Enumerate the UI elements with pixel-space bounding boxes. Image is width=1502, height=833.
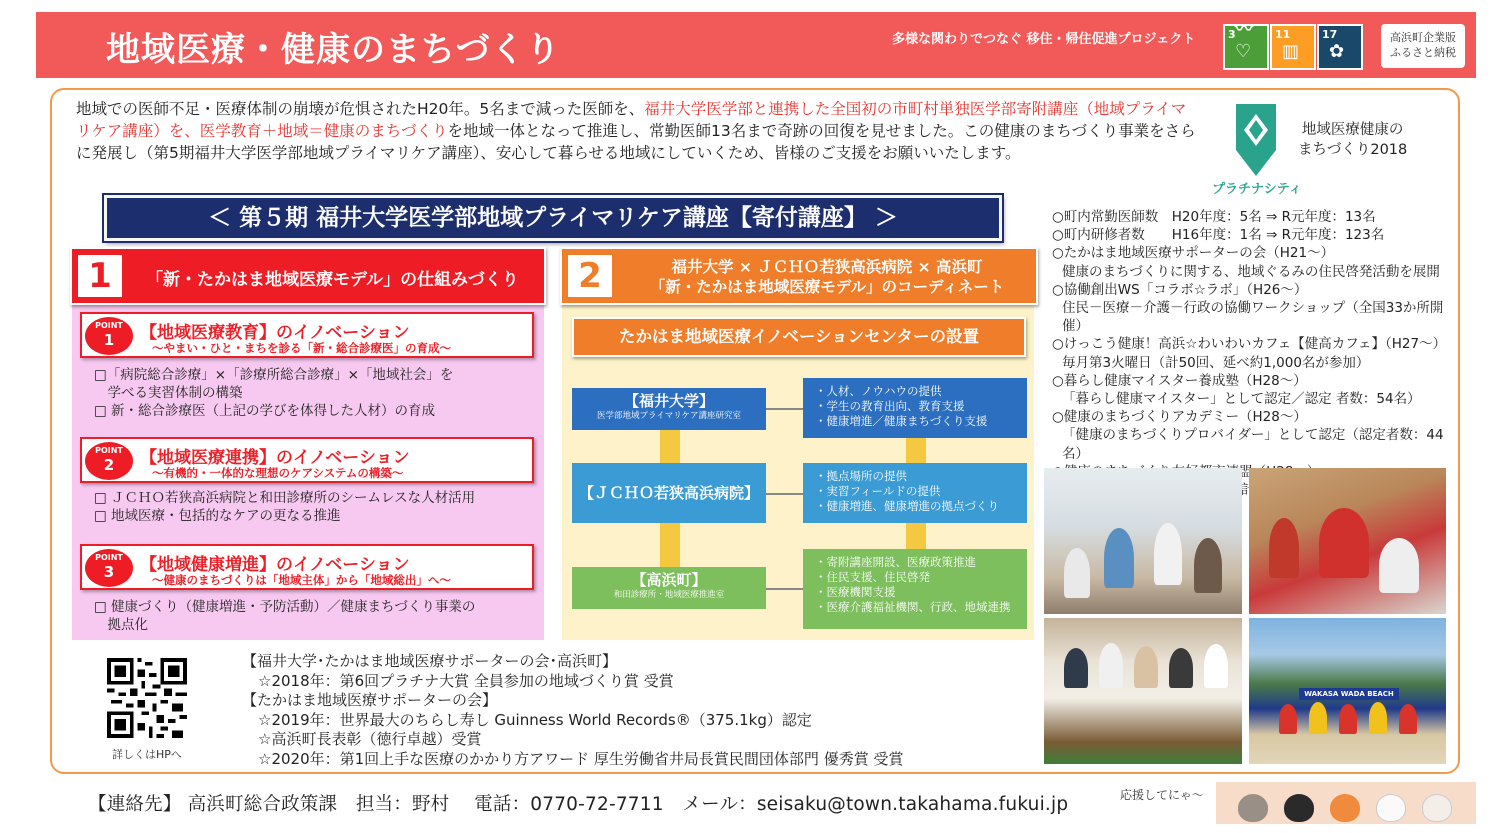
innovation-center-bar: たかはま地域医療イノベーションセンターの設置 bbox=[572, 317, 1026, 357]
cheer-label: 応援してにゃ～ bbox=[1120, 788, 1204, 802]
header-bar bbox=[36, 12, 1476, 78]
award-item: 【たかはま地域医療サポーターの会】 bbox=[242, 691, 498, 710]
stats-item: ○健康のまちづくりアカデミー（H28～） bbox=[1052, 409, 1307, 426]
platinum-city-label: プラチナシティ bbox=[1212, 182, 1302, 197]
org-takahama-town: 【高浜町】 和田診療所・地域医療推進室 bbox=[572, 567, 766, 609]
qr-code-icon[interactable] bbox=[107, 658, 187, 738]
section1-header bbox=[70, 247, 546, 305]
point-3-badge: POINT 3 bbox=[85, 549, 133, 587]
link-org2-role2 bbox=[766, 493, 803, 495]
sdg-17-icon: 17 ✿ bbox=[1317, 24, 1363, 70]
role-jcho-hospital: ・拠点場所の提供 ・実習フィールドの提供 ・健康増進、健康増進の拠点づくり bbox=[803, 463, 1027, 523]
stats-item: ○協働創出WS「コラボ☆ラボ」（H26～） bbox=[1052, 281, 1308, 298]
award-title: 地域医療健康の まちづくり2018 bbox=[1298, 122, 1408, 158]
stats-item: ○町内常勤医師数 H20年度：5名 ⇒ R元年度：13名 bbox=[1052, 209, 1376, 225]
section2-header bbox=[560, 247, 1038, 305]
point-3-bullets: □ 健康づくり（健康増進・予防活動）／健康まちづくり事業の 拠点化 bbox=[94, 599, 476, 633]
award-item: ☆2020年：第1回上手な医療のかかり方アワード 厚生労働省井局長賞民間団体部門 優秀賞 受賞 bbox=[258, 749, 904, 768]
stats-item: 住民－医療－介護－行政の協働ワークショップ（全国33か所開催） bbox=[1062, 300, 1444, 335]
platinum-city-icon bbox=[1232, 100, 1280, 180]
page-title: 地域医療・健康のまちづくり bbox=[106, 30, 561, 70]
org-jcho-hospital: 【ＪＣＨＯ若狭高浜病院】 bbox=[572, 463, 766, 523]
section1-title: 「新・たかはま地域医療モデル」の仕組みづくり bbox=[146, 270, 519, 290]
award-item: ☆高浜町長表彰（徳行卓越）受賞 bbox=[258, 730, 482, 749]
stats-item: 毎月第3火曜日（計50回、延べ約1,000名が参加） bbox=[1062, 354, 1370, 371]
intro-highlight: 福井大学医学部と連携した全国初の市町村単独医学部寄附講座（地域プライマリケア講座）を、医学教育＋地域＝健康のまちづくり bbox=[76, 100, 1187, 140]
award-item: ☆2019年：世界最大のちらし寿し Guinness World Records®（375.1kg）認定 bbox=[258, 710, 812, 729]
stats-item: ○けっこう健康！高浜☆わいわいカフェ【健高カフェ】（H27～） bbox=[1052, 336, 1447, 353]
qr-label: 詳しくはHPへ bbox=[112, 748, 182, 761]
intro-paragraph: 地域での医師不足・医療体制の崩壊が危惧されたH20年。5名まで減った医師を、福井大学医学部と連携した全国初の市町村単独医学部寄附講座（地域プライマリケア講座）を、医学教育＋地域＝健康のまちづくりを地域一体となって推進し、常勤医師13名まで奇跡の回復を見せました。この健康のまちづくり事業をさらに発展し（第5期福井大学医学部地域プライマリケア講座）、安心して暮らせる地域にしていくため、皆様のご支援をお願いいたします。 bbox=[76, 100, 1196, 162]
link-org1-role1 bbox=[766, 408, 803, 410]
photo-beach-group bbox=[1249, 618, 1446, 764]
contact-info: 【連絡先】 高浜町総合政策課 担当：野村 電話：0770-72-7711 メール：seisaku@town.takahama.fukui.jp bbox=[88, 794, 1069, 815]
point-2-title: 【地域医療連携】のイノベーション bbox=[140, 448, 410, 468]
cat-icon bbox=[1422, 794, 1452, 822]
point-2-badge: POINT 2 bbox=[85, 442, 133, 480]
point-2-bullets: □ ＪＣＨＯ若狭高浜病院と和田診療所のシームレスな人材活用 □ 地域医療・包括的なケアの更なる推進 bbox=[94, 490, 476, 524]
role-fukui-university: ・人材、ノウハウの提供 ・学生の教育出向、教育支援 ・健康増進／健康まちづくり支援 bbox=[803, 378, 1027, 438]
cat-icon bbox=[1284, 794, 1314, 822]
sdg-11-icon: 11 ▥ bbox=[1270, 24, 1316, 70]
point-2-subtitle: ～有機的・一体的な理想のケアシステムの構築～ bbox=[152, 466, 404, 480]
link-org3-role3 bbox=[766, 588, 803, 590]
award-item: ☆2018年：第6回プラチナ大賞 全員参加の地域づくり賞 受賞 bbox=[258, 671, 674, 690]
project-subtitle: 多様な関わりでつなぐ 移住・帰住促進プロジェクト bbox=[892, 32, 1196, 47]
stats-item: ○たかはま地域医療サポーターの会（H21～） bbox=[1052, 245, 1335, 262]
awards-list bbox=[242, 652, 903, 770]
point-2-box bbox=[80, 437, 534, 483]
photo-chirashi-sushi bbox=[1044, 618, 1242, 764]
furusato-badge: 高浜町企業版 ふるさと納税 bbox=[1381, 24, 1465, 68]
section2-number: 2 bbox=[568, 255, 612, 297]
connector-role-2-3 bbox=[906, 523, 926, 549]
course-banner: ＜ 第５期 福井大学医学部地域プライマリケア講座【寄付講座】 ＞ bbox=[104, 195, 1002, 241]
cat-icon bbox=[1238, 794, 1268, 822]
cat-icon bbox=[1330, 794, 1360, 822]
point-3-title: 【地域健康増進】のイノベーション bbox=[140, 555, 410, 575]
award-item: 【福井大学･たかはま地域医療サポーターの会･高浜町】 bbox=[242, 652, 618, 670]
connector-1-2 bbox=[660, 430, 680, 463]
point-3-box bbox=[80, 544, 534, 590]
point-1-bullets: □「病院総合診療」×「診療所総合診療」×「地域社会」を 学べる実習体制の構築 □ 新・総合診療医（上記の学びを体得した人材）の育成 bbox=[94, 367, 454, 419]
point-3-subtitle: ～健康のまちづくりは「地域主体」から「地域総出」へ～ bbox=[152, 573, 451, 587]
stats-item: ○町内研修者数 H16年度：1名 ⇒ R元年度：123名 bbox=[1052, 227, 1385, 244]
section2-title: 福井大学 × ＪＣＨＯ若狭高浜病院 × 高浜町 「新・たかはま地域医療モデル」のコーディネート bbox=[649, 258, 1005, 296]
section1-number: 1 bbox=[78, 255, 122, 297]
point-1-badge: POINT 1 bbox=[85, 317, 133, 355]
point-1-box bbox=[80, 312, 534, 358]
org-fukui-university: 【福井大学】 医学部地域プライマリケア講座研究室 bbox=[572, 388, 766, 430]
sdg-3-icon: 3 〰♡ bbox=[1223, 24, 1269, 70]
photo-clinic-training bbox=[1044, 468, 1242, 614]
stats-item: 「暮らし健康マイスター」として認定／認定 者数：54名） bbox=[1062, 391, 1421, 408]
beach-banner: WAKASA WADA BEACH bbox=[1299, 688, 1399, 700]
point-1-subtitle: ～やまい・ひと・まちを診る「新・総合診療医」の育成～ bbox=[152, 341, 451, 355]
photo-outdoor-training bbox=[1249, 468, 1446, 614]
point-1-title: 【地域医療教育】のイノベーション bbox=[140, 323, 410, 343]
stats-item: 健康のまちづくりに関する、地域ぐるみの住民啓発活動を展開 bbox=[1062, 263, 1440, 280]
role-takahama-town: ・寄附講座開設、医療政策推進 ・住民支援、住民啓発 ・医療機関支援 ・医療介護福祉機関、行政、地域連携 bbox=[803, 549, 1027, 629]
stats-list bbox=[1052, 208, 1462, 499]
stats-item: ○暮らし健康マイスター養成塾（H28～） bbox=[1052, 372, 1307, 389]
connector-role-1-2 bbox=[906, 438, 926, 463]
cat-icon bbox=[1376, 794, 1406, 822]
stats-item: 「健康のまちづくりプロバイダー」として認定（認定者数：44名） bbox=[1062, 427, 1444, 462]
connector-2-3 bbox=[660, 523, 680, 567]
